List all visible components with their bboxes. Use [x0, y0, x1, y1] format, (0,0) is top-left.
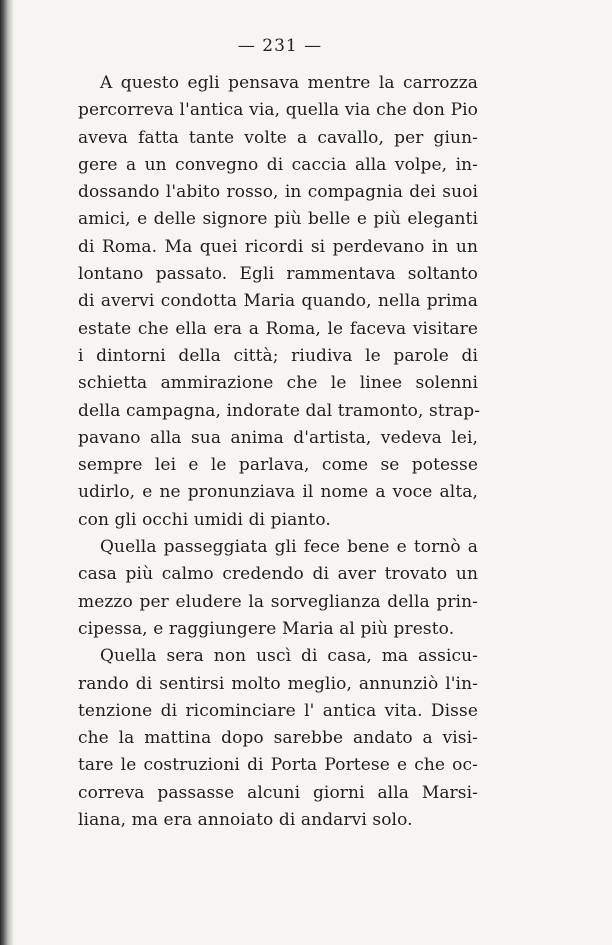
text-line: casa più calmo credendo di aver trovato un [78, 564, 478, 585]
text-line: di Roma. Ma quei ricordi si perdevano in un [78, 236, 478, 257]
text-line: tare le costruzioni di Porta Portese e che oc- [78, 755, 478, 776]
text-line: correva passasse alcuni giorni alla Marsi- [78, 782, 478, 803]
binding-gutter [0, 0, 14, 945]
text-line: udirlo, e ne pronunziava il nome a voce alta, [78, 482, 478, 503]
text-line: schietta ammirazione che le linee solenni [78, 373, 478, 394]
text-line: della campagna, indorate dal tramonto, strap- [78, 400, 481, 421]
text-line: Quella sera non uscì di casa, ma assicu- [100, 646, 478, 667]
text-line: i dintorni della città; riudiva le parole di [78, 345, 478, 366]
text-line: dossando l'abito rosso, in compagnia dei suoi [78, 182, 478, 203]
text-line: percorreva l'antica via, quella via che don Pio [78, 100, 478, 121]
text-line: cipessa, e raggiungere Maria al più presto. [78, 618, 455, 639]
text-line: mezzo per eludere la sorveglianza della prin- [78, 591, 478, 612]
text-line: aveva fatta tante volte a cavallo, per giun- [78, 127, 478, 148]
text-line: pavano alla sua anima d'artista, vedeva lei, [78, 427, 478, 448]
text-line: estate che ella era a Roma, le faceva visitare [78, 318, 478, 339]
page-number: — 231 — [237, 36, 323, 56]
body-text [78, 70, 481, 834]
text-line: tenzione di ricominciare l' antica vita. Disse [78, 700, 478, 721]
text-line: sempre lei e le parlava, come se potesse [78, 455, 478, 476]
text-line: Quella passeggiata gli fece bene e tornò a [100, 537, 478, 558]
text-line: lontano passato. Egli rammentava soltanto [78, 264, 478, 285]
text-line: A questo egli pensava mentre la carrozza [100, 73, 478, 93]
text-line: gere a un convegno di caccia alla volpe, in- [78, 154, 478, 175]
text-line: con gli occhi umidi di pianto. [78, 509, 331, 530]
text-line: di avervi condotta Maria quando, nella prima [78, 291, 478, 312]
text-line: rando di sentirsi molto meglio, annunziò l'in- [78, 673, 478, 694]
text-line: liana, ma era annoiato di andarvi solo. [78, 810, 413, 831]
text-line: che la mattina dopo sarebbe andato a visi- [78, 728, 478, 749]
text-line: amici, e delle signore più belle e più eleganti [78, 209, 478, 230]
